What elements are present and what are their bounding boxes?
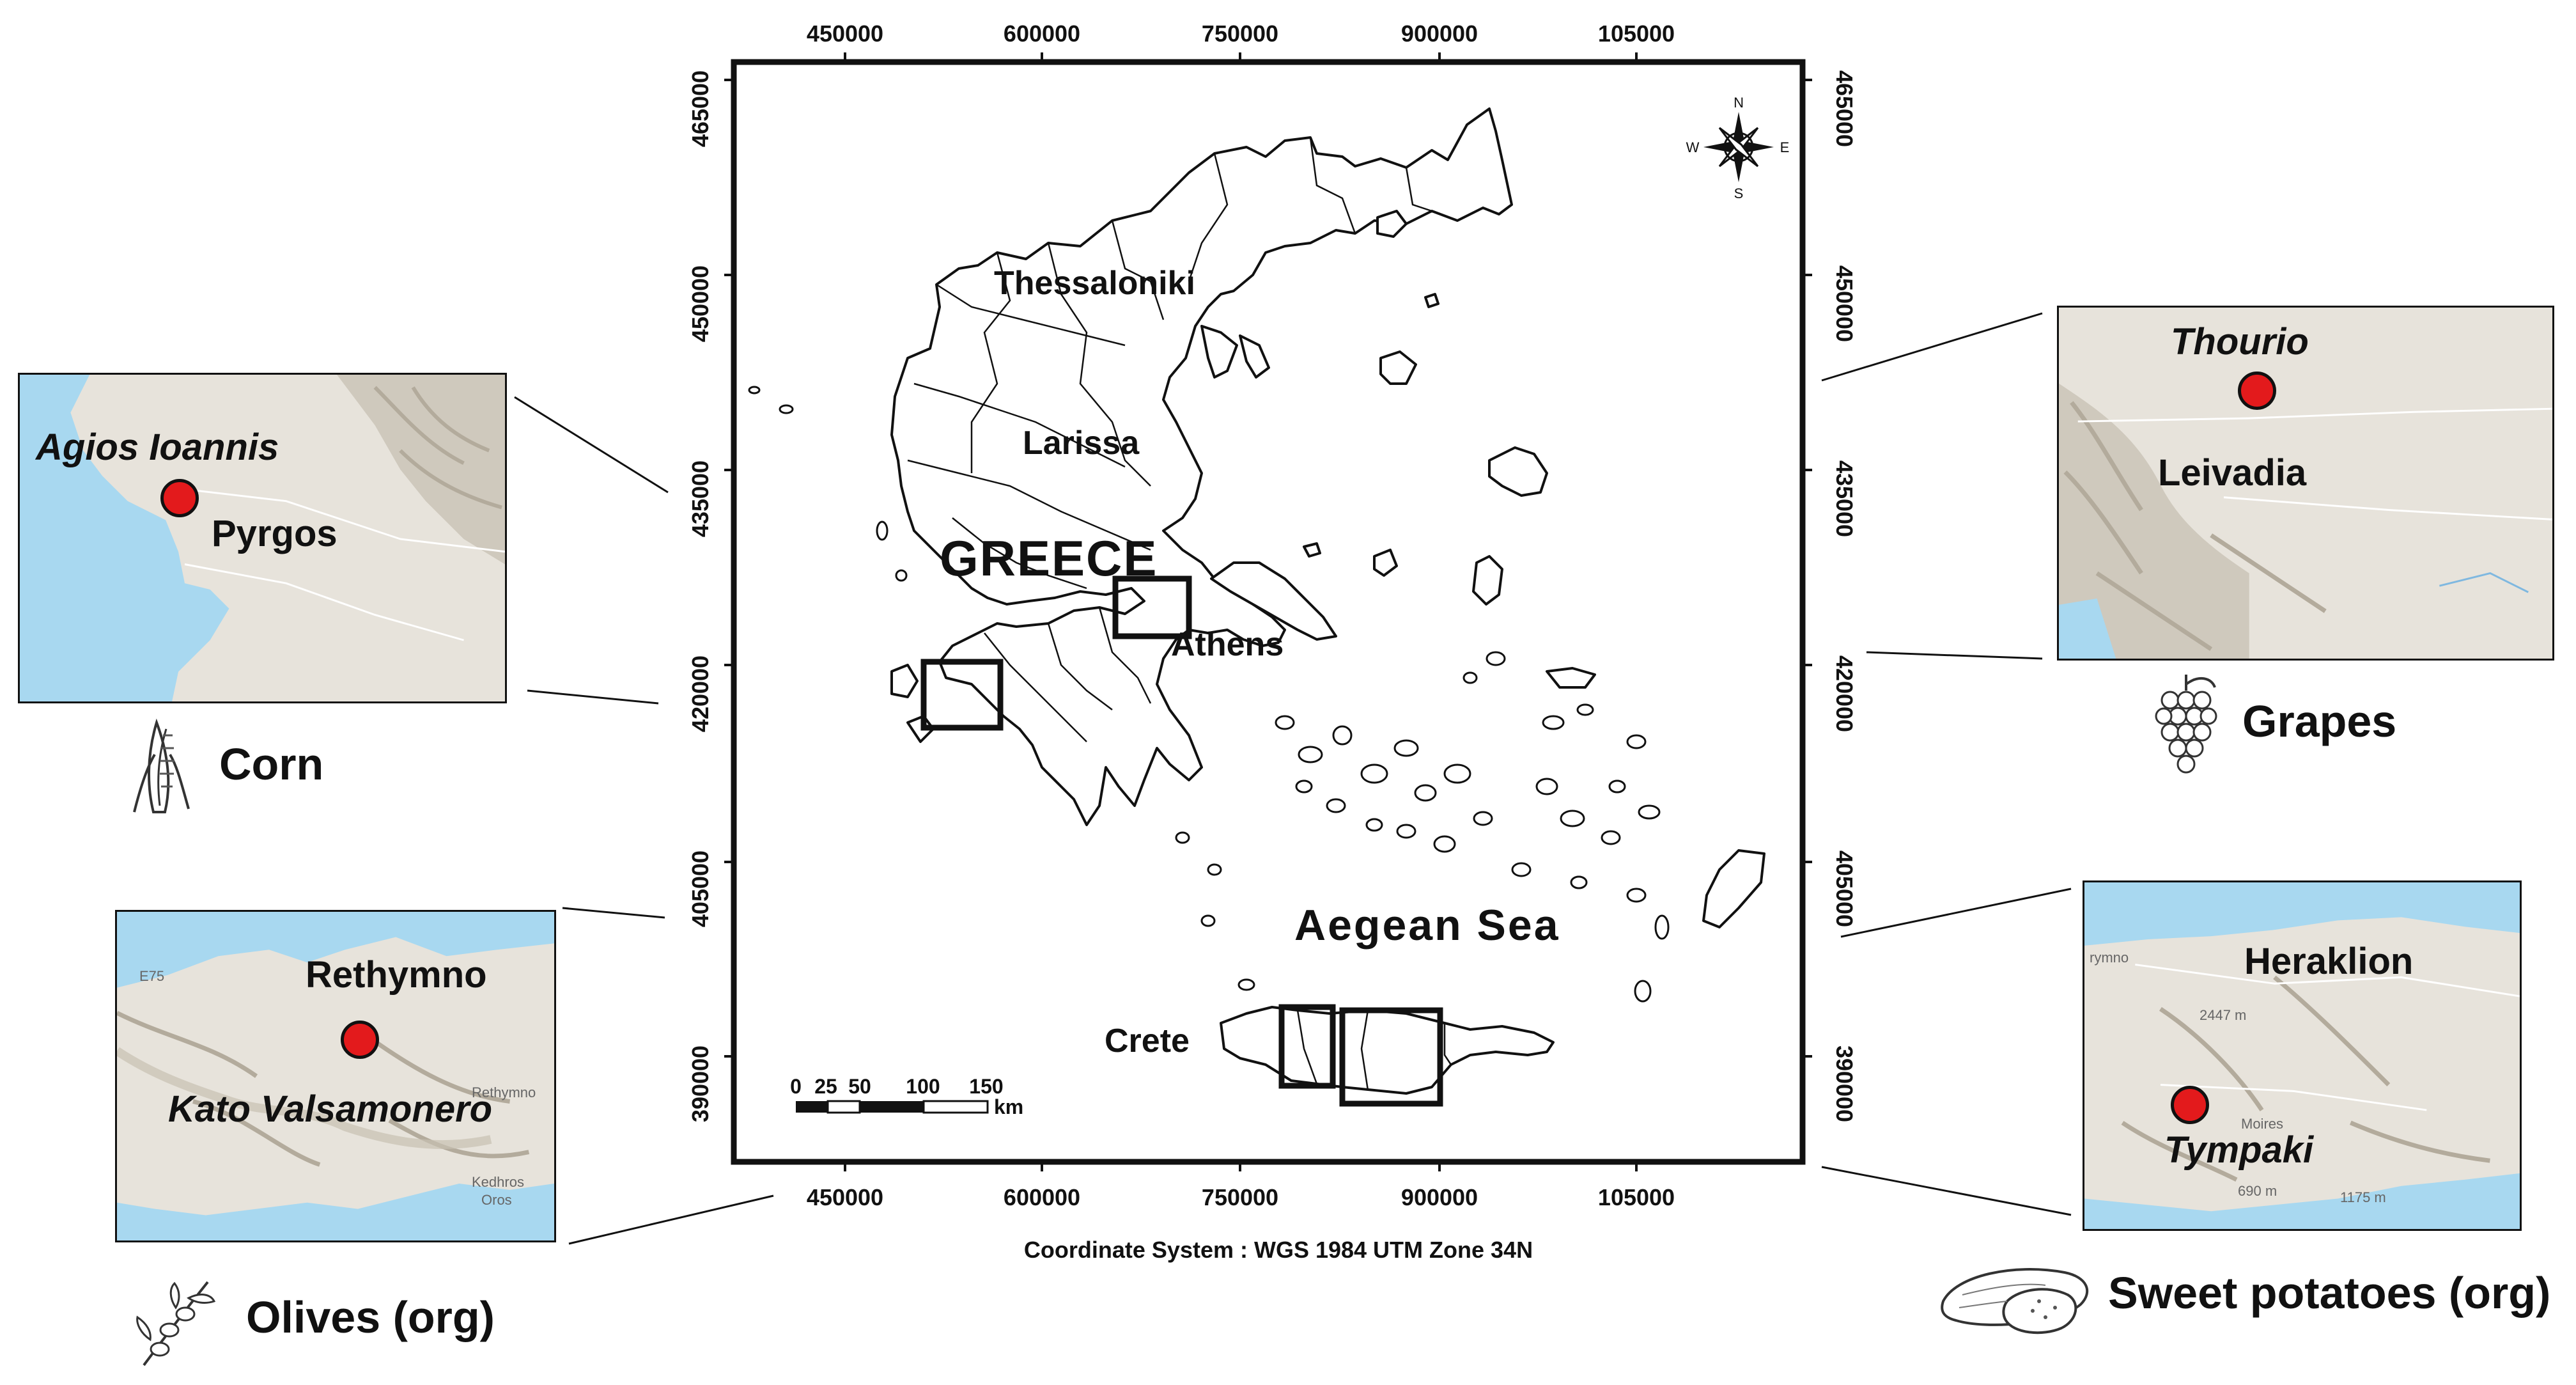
label-rethymno: Rethymno [306, 954, 487, 996]
map-text-rethymno: Rethymno [472, 1084, 536, 1100]
map-text-oros: Oros [481, 1192, 512, 1208]
x-tick-top-2: 600000 [1003, 20, 1081, 47]
marker-agios-ioannis [160, 479, 199, 517]
map-text-kedhros: Kedhros [472, 1174, 524, 1190]
label-larissa: Larissa [1023, 425, 1140, 462]
y-tick-right-1: 465000 [1831, 70, 1858, 148]
crop-label-grapes: Grapes [2242, 696, 2397, 746]
label-kato-valsamonero: Kato Valsamonero [168, 1088, 493, 1130]
y-tick-left-4: 420000 [687, 655, 713, 733]
map-text-1175m: 1175 m [2340, 1189, 2386, 1205]
y-tick-left-6: 390000 [687, 1045, 713, 1123]
crop-label-sweet-potatoes: Sweet potatoes (org) [2108, 1268, 2551, 1318]
label-heraklion: Heraklion [2244, 941, 2414, 982]
scale-tick-0: 0 [790, 1075, 802, 1098]
marker-kato-valsamonero [341, 1021, 379, 1059]
label-crete: Crete [1105, 1022, 1190, 1060]
scale-tick-50: 50 [848, 1075, 871, 1098]
y-tick-left-5: 405000 [687, 850, 713, 928]
marker-tympaki [2171, 1086, 2209, 1124]
inset-sweet-potatoes [2083, 880, 2522, 1231]
inset-grapes [2057, 306, 2554, 661]
scale-bar [790, 1075, 1023, 1118]
corn-icon [128, 710, 205, 818]
x-tick-top-5: 105000 [1597, 20, 1675, 47]
x-tick-bottom-4: 900000 [1401, 1184, 1478, 1210]
map-text-e75: E75 [139, 968, 165, 984]
coordinate-system-note: Coordinate System : WGS 1984 UTM Zone 34N [1023, 1237, 1533, 1263]
compass-n: N [1734, 95, 1744, 111]
label-greece: GREECE [940, 530, 1158, 586]
map-text-2447m: 2447 m [2200, 1007, 2247, 1023]
x-tick-top-3: 750000 [1201, 20, 1279, 47]
map-text-690m: 690 m [2238, 1183, 2277, 1199]
y-tick-left-1: 465000 [687, 70, 713, 148]
y-tick-right-4: 420000 [1831, 655, 1858, 733]
crop-label-olives: Olives (org) [246, 1292, 495, 1342]
marker-thourio [2238, 372, 2276, 410]
crop-label-corn: Corn [219, 739, 324, 789]
y-tick-left-2: 450000 [687, 265, 713, 343]
compass-e: E [1780, 139, 1790, 155]
label-pyrgos: Pyrgos [212, 513, 338, 554]
inset-corn [18, 373, 507, 703]
label-thessaloniki: Thessaloniki [994, 265, 1195, 302]
compass-w: W [1686, 139, 1700, 155]
label-leivadia: Leivadia [2158, 452, 2307, 494]
inset-olives [115, 910, 556, 1242]
x-tick-bottom-5: 105000 [1597, 1184, 1675, 1210]
y-tick-right-2: 450000 [1831, 265, 1858, 343]
y-tick-right-6: 390000 [1831, 1045, 1858, 1123]
grapes-icon [2148, 668, 2224, 777]
sweet-potato-icon [1937, 1256, 2097, 1340]
y-tick-right-5: 405000 [1831, 850, 1858, 928]
y-tick-left-3: 435000 [687, 460, 713, 538]
map-text-rymno: rymno [2090, 950, 2129, 966]
x-tick-bottom-1: 450000 [806, 1184, 884, 1210]
compass-s: S [1734, 185, 1744, 201]
label-thourio: Thourio [2171, 321, 2309, 363]
scale-unit: km [994, 1095, 1024, 1118]
olive-branch-icon [131, 1269, 221, 1372]
y-tick-right-3: 435000 [1831, 460, 1858, 538]
label-tympaki: Tympaki [2164, 1129, 2314, 1171]
scale-tick-150: 150 [969, 1075, 1004, 1098]
scale-tick-25: 25 [814, 1075, 837, 1098]
label-aegean-sea: Aegean Sea [1294, 901, 1560, 950]
map-text-moires: Moires [2241, 1116, 2284, 1132]
x-tick-bottom-2: 600000 [1003, 1184, 1081, 1210]
scale-tick-100: 100 [906, 1075, 940, 1098]
label-athens: Athens [1171, 626, 1284, 663]
x-tick-top-1: 450000 [806, 20, 884, 47]
x-tick-bottom-3: 750000 [1201, 1184, 1279, 1210]
x-tick-top-4: 900000 [1401, 20, 1478, 47]
label-agios-ioannis: Agios Ioannis [36, 426, 279, 468]
